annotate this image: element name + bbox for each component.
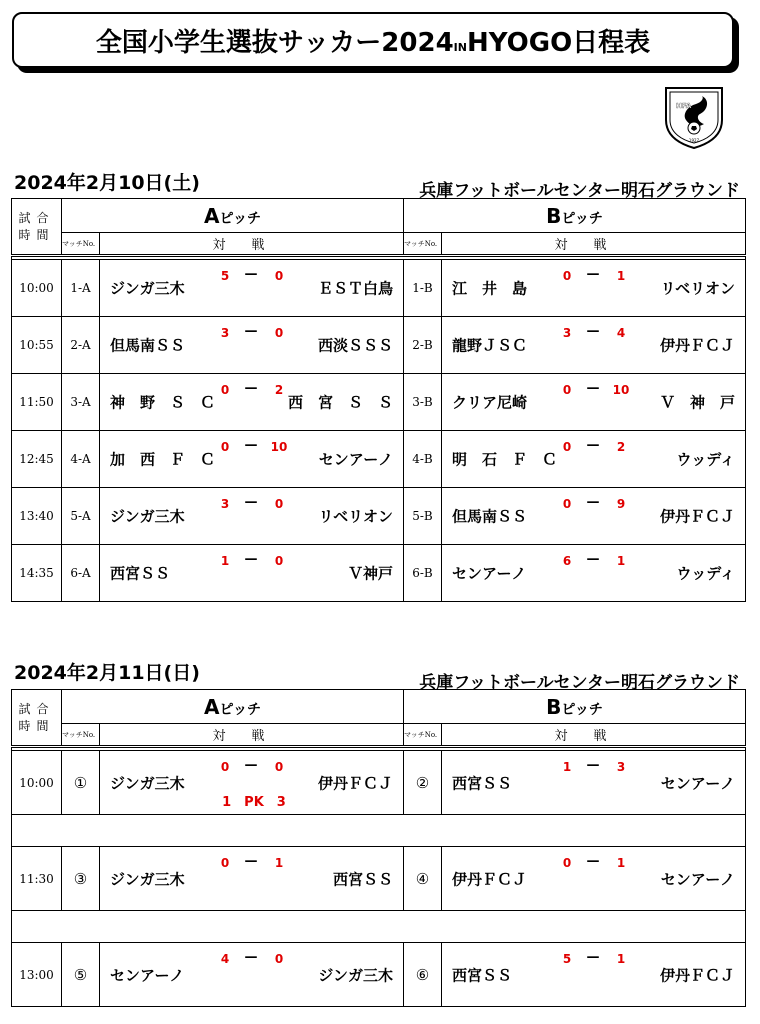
- score-dash: —: [244, 950, 258, 965]
- schedule-table-day1: [11, 198, 746, 602]
- away-score: 3: [616, 760, 626, 774]
- match-number: 3-B: [404, 374, 442, 431]
- home-team: ジンガ三木: [110, 507, 185, 526]
- match-cell: [442, 260, 746, 317]
- home-score: 0: [220, 856, 230, 870]
- header-vs: 対戦: [442, 724, 746, 747]
- match-cell: [442, 317, 746, 374]
- home-team: 伊丹ＦＣＪ: [452, 870, 528, 888]
- score-dash: —: [586, 854, 600, 869]
- home-team: 西宮ＳＳ: [452, 966, 513, 984]
- away-team: センアーノ: [318, 450, 393, 469]
- match-cell: [100, 847, 404, 911]
- home-team: ジンガ三木: [110, 279, 185, 298]
- match-time: 13:00: [12, 943, 62, 1007]
- match-cell: [100, 545, 404, 602]
- home-score: 0: [220, 440, 230, 454]
- away-team: 西宮ＳＳ: [332, 870, 393, 888]
- match-number: 6-A: [62, 545, 100, 602]
- home-team: 龍野ＪＳＣ: [452, 336, 528, 355]
- away-score: 4: [616, 326, 626, 340]
- score-dash: —: [244, 381, 258, 396]
- home-team: 加 西 Ｆ Ｃ: [110, 450, 216, 469]
- table-row: [12, 374, 746, 431]
- home-score: 5: [220, 269, 230, 283]
- away-score: 0: [274, 554, 284, 568]
- match-time: 11:30: [12, 847, 62, 911]
- match-cell: [442, 847, 746, 911]
- venue-day1: 兵庫フットボールセンター明石グラウンド: [419, 181, 740, 201]
- match-time: 14:35: [12, 545, 62, 602]
- match-time: 10:00: [12, 751, 62, 815]
- score-dash: —: [586, 552, 600, 567]
- match-time: 11:50: [12, 374, 62, 431]
- home-team: 西宮ＳＳ: [110, 564, 171, 583]
- away-team: センアーノ: [660, 774, 736, 792]
- header-match-time: 試合時間: [12, 690, 62, 747]
- away-team: Ｖ神戸: [347, 564, 393, 583]
- home-score: 3: [220, 326, 230, 340]
- match-cell: [442, 488, 746, 545]
- match-number: 5-A: [62, 488, 100, 545]
- match-cell: [100, 260, 404, 317]
- match-number: ⑤: [62, 943, 100, 1007]
- title-banner: [12, 12, 734, 68]
- score-dash: —: [244, 758, 258, 773]
- match-number: ②: [404, 751, 442, 815]
- svg-text:HFA: HFA: [676, 102, 692, 110]
- home-score: 6: [562, 554, 572, 568]
- table-row: [12, 317, 746, 374]
- match-cell: [442, 374, 746, 431]
- home-score: 0: [220, 383, 230, 397]
- match-cell: [100, 317, 404, 374]
- away-score: 10: [612, 383, 630, 397]
- home-team: センアーノ: [110, 966, 185, 984]
- header-pitch-b: Bピッチ: [404, 690, 746, 724]
- match-time: 13:40: [12, 488, 62, 545]
- score-dash: —: [244, 552, 258, 567]
- match-number: 6-B: [404, 545, 442, 602]
- away-team: 伊丹ＦＣＪ: [660, 507, 736, 526]
- away-team: ＥＳＴ白鳥: [317, 279, 393, 298]
- table-row: [12, 751, 746, 815]
- table-row: [12, 847, 746, 911]
- match-time: 12:45: [12, 431, 62, 488]
- away-score: 1: [616, 952, 626, 966]
- match-number: 3-A: [62, 374, 100, 431]
- away-team: 伊丹ＦＣＪ: [660, 336, 736, 355]
- home-team: ジンガ三木: [110, 774, 185, 792]
- home-score: 0: [562, 497, 572, 511]
- score-dash: —: [586, 758, 600, 773]
- home-score: 1: [220, 554, 230, 568]
- home-score: 0: [562, 269, 572, 283]
- match-number: 2-A: [62, 317, 100, 374]
- hfa-emblem-icon: [662, 84, 726, 150]
- match-number: ⑥: [404, 943, 442, 1007]
- table-row: [12, 488, 746, 545]
- away-score: 10: [270, 440, 288, 454]
- home-team: 神 野 Ｓ Ｃ: [110, 393, 216, 412]
- table-row: [12, 943, 746, 1007]
- home-team: 西宮ＳＳ: [452, 774, 513, 792]
- score-dash: —: [244, 438, 258, 453]
- schedule-table-day2: [11, 689, 746, 1007]
- match-number: ③: [62, 847, 100, 911]
- score-dash: —: [586, 324, 600, 339]
- score-dash: —: [244, 324, 258, 339]
- header-match-no: マッチNo.: [404, 724, 442, 747]
- break-row: [12, 815, 746, 847]
- home-score: 5: [562, 952, 572, 966]
- score-dash: —: [586, 267, 600, 282]
- header-pitch-a: Aピッチ: [62, 199, 404, 233]
- break-row: [12, 911, 746, 943]
- match-number: 4-A: [62, 431, 100, 488]
- away-team: ウッディ: [676, 564, 736, 583]
- match-cell: [100, 751, 404, 815]
- home-team: クリア尼崎: [452, 393, 528, 412]
- away-team: Ｖ 神 戸: [660, 393, 736, 412]
- away-team: ジンガ三木: [318, 966, 393, 984]
- away-score: 1: [616, 269, 626, 283]
- away-team: センアーノ: [660, 870, 736, 888]
- away-score: 1: [616, 554, 626, 568]
- date-day2: 2024年2月11日(日): [14, 662, 200, 684]
- away-team: リベリオン: [660, 279, 736, 298]
- match-number: ④: [404, 847, 442, 911]
- match-number: 1-A: [62, 260, 100, 317]
- away-score: 1: [274, 856, 284, 870]
- page-title: 全国小学生選抜サッカー2024INHYOGO日程表: [95, 27, 651, 58]
- match-number: 1-B: [404, 260, 442, 317]
- home-team: 但馬南ＳＳ: [452, 507, 528, 526]
- table-row: [12, 260, 746, 317]
- away-score: 2: [616, 440, 626, 454]
- score-dash: —: [244, 267, 258, 282]
- match-cell: [442, 943, 746, 1007]
- away-score: 9: [616, 497, 626, 511]
- away-score: 2: [274, 383, 284, 397]
- break-cell: [12, 815, 746, 847]
- match-cell: [442, 751, 746, 815]
- home-score: 0: [562, 383, 572, 397]
- match-number: 2-B: [404, 317, 442, 374]
- match-cell: [442, 545, 746, 602]
- svg-text:1927: 1927: [688, 138, 700, 143]
- away-team: ウッディ: [676, 450, 736, 469]
- home-team: 但馬南ＳＳ: [110, 336, 186, 355]
- header-pitch-a: Aピッチ: [62, 690, 404, 724]
- away-team: 伊丹ＦＣＪ: [317, 774, 393, 792]
- match-cell: [100, 488, 404, 545]
- venue-day2: 兵庫フットボールセンター明石グラウンド: [419, 673, 740, 693]
- header-match-time: 試合時間: [12, 199, 62, 256]
- header-match-no: マッチNo.: [62, 233, 100, 256]
- away-score: 0: [274, 326, 284, 340]
- home-team: 江 井 島: [452, 279, 528, 298]
- home-score: 0: [562, 856, 572, 870]
- home-team: ジンガ三木: [110, 870, 185, 888]
- header-vs: 対戦: [442, 233, 746, 256]
- away-score: 1: [616, 856, 626, 870]
- away-team: 伊丹ＦＣＪ: [660, 966, 736, 984]
- match-cell: [442, 431, 746, 488]
- away-team: リベリオン: [318, 507, 393, 526]
- match-cell: [100, 431, 404, 488]
- match-number: 4-B: [404, 431, 442, 488]
- home-score: 4: [220, 952, 230, 966]
- home-team: 明 石 Ｆ Ｃ: [452, 450, 558, 469]
- header-vs: 対戦: [100, 233, 404, 256]
- away-team: 西 宮 Ｓ Ｓ: [287, 393, 393, 412]
- match-cell: [100, 374, 404, 431]
- header-match-no: マッチNo.: [62, 724, 100, 747]
- home-score: 3: [562, 326, 572, 340]
- score-dash: —: [586, 438, 600, 453]
- away-score: 0: [274, 952, 284, 966]
- away-team: 西淡ＳＳＳ: [317, 336, 393, 355]
- header-vs: 対戦: [100, 724, 404, 747]
- header-pitch-b: Bピッチ: [404, 199, 746, 233]
- table-row: [12, 545, 746, 602]
- home-score: 0: [562, 440, 572, 454]
- match-time: 10:55: [12, 317, 62, 374]
- home-team: センアーノ: [452, 564, 527, 583]
- header-match-no: マッチNo.: [404, 233, 442, 256]
- break-cell: [12, 911, 746, 943]
- away-score: 0: [274, 269, 284, 283]
- pk-result: 1 PK 3: [222, 795, 286, 810]
- home-score: 1: [562, 760, 572, 774]
- away-score: 0: [274, 760, 284, 774]
- score-dash: —: [586, 950, 600, 965]
- score-dash: —: [586, 381, 600, 396]
- home-score: 3: [220, 497, 230, 511]
- match-number: 5-B: [404, 488, 442, 545]
- match-time: 10:00: [12, 260, 62, 317]
- date-day1: 2024年2月10日(土): [14, 172, 200, 194]
- table-row: [12, 431, 746, 488]
- home-score: 0: [220, 760, 230, 774]
- score-dash: —: [586, 495, 600, 510]
- score-dash: —: [244, 495, 258, 510]
- match-cell: [100, 943, 404, 1007]
- away-score: 0: [274, 497, 284, 511]
- score-dash: —: [244, 854, 258, 869]
- match-number: ①: [62, 751, 100, 815]
